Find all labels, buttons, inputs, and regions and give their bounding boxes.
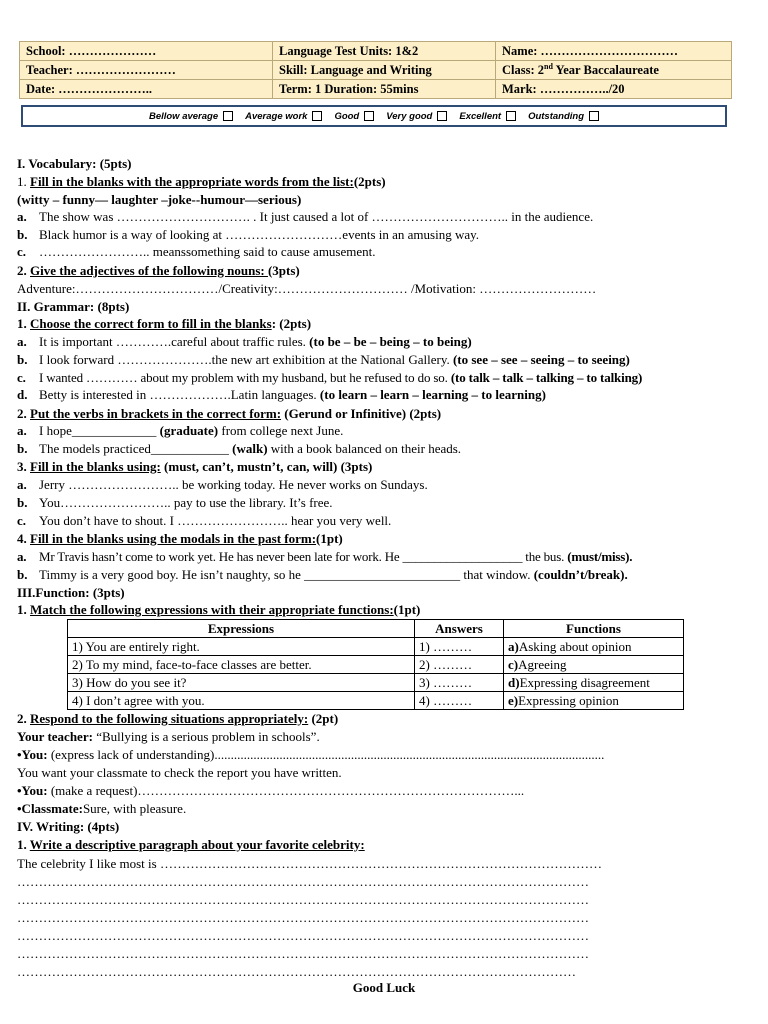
item-text: Mr Travis hasn’t come to work yet. He has never been late for work. He ___________________ the bus. [39,549,568,564]
item-letter: b. [17,227,28,242]
gerund-item-a [17,422,343,439]
item-letter: c. [17,244,27,259]
eval-label: Bellow average [148,110,219,122]
eval-option-excellent[interactable] [459,111,516,122]
answer-cell[interactable]: 4) ……… [415,692,504,710]
teacher-line [17,728,320,745]
item-text: You don’t have to shout. I …………………….. hear you very well. [39,513,392,528]
past-modal-item-b [17,566,628,583]
function-cell [504,638,684,656]
grammar-item-c [17,369,642,386]
classmate-line [17,800,186,817]
header-table [19,41,732,99]
section-vocabulary-title: I. Vocabulary: (5pts) [17,156,132,171]
item-letter: c. [17,513,27,528]
answer-cell[interactable]: 2) ……… [415,656,504,674]
situation-line: You want your classmate to check the report you have written. [17,765,342,780]
q-points: (2pts) [353,174,386,189]
eval-label: Good [334,110,360,122]
section-function-title: III.Function: (3pts) [17,585,125,600]
q-title: Write a descriptive paragraph about your favorite celebrity: [29,837,365,852]
eval-label: Average work [245,110,308,122]
eval-option-outstanding[interactable] [528,111,599,122]
q-number: 3. [17,459,30,474]
item-letter: a. [17,334,27,349]
q-number: 2. [17,711,30,726]
vocab-item-a [17,208,593,225]
grammar-q4-heading [17,530,343,547]
grammar-q2-heading [17,405,441,422]
speaker-text: Sure, with pleasure. [82,801,187,816]
function-q2-heading [17,710,338,727]
item-letter: a. [17,477,27,492]
column-header-functions: Functions [504,620,684,638]
q-title: Give the adjectives of the following nouns: [30,263,268,278]
class-field [496,61,732,80]
header-row-3 [20,80,732,99]
table-header-row [68,620,684,638]
speaker-label: •You: [17,747,48,762]
table-row [68,692,684,710]
item-text: Betty is interested in ……………….Latin languages. [39,387,320,402]
item-letter: a. [17,209,27,224]
column-header-expressions: Expressions [68,620,415,638]
vocab-q2-heading [17,262,300,279]
evaluation-box [21,105,727,127]
name-field: Name: …………………………… [496,42,732,61]
function-text: Agreeing [518,657,567,672]
speaker-label: •Classmate: [17,801,83,816]
matching-table [67,619,684,710]
q-title: Put the verbs in brackets in the correct form: [30,406,282,421]
item-options: (couldn’t/break). [533,567,628,582]
eval-label: Outstanding [528,110,585,122]
modal-item-a [17,476,428,493]
function-cell [504,692,684,710]
writing-line[interactable]: …………………………………………………………………………………………………………………… [17,910,589,925]
modal-item-b [17,494,333,511]
section-grammar-title: II. Grammar: (8pts) [17,299,130,314]
expression-cell: 2) To my mind, face-to-face classes are better. [68,656,415,674]
writing-line-start[interactable]: The celebrity I like most is ………………………………………………………………………………………… [17,856,602,871]
item-text: Black humor is a way of looking at ………………………events in an amusing way. [39,227,480,242]
q-title: Fill in the blanks using the modals in the past form: [30,531,317,546]
item-text: with a book balanced on their heads. [267,441,462,456]
item-letter: b. [17,495,28,510]
checkbox-icon[interactable] [312,111,322,121]
q-title: Choose the correct form to fill in the blanks [30,316,272,331]
function-text: Expressing opinion [518,693,619,708]
verb-hint: (graduate) [156,423,219,438]
checkbox-icon[interactable] [364,111,374,121]
item-text: Timmy is a very good boy. He isn’t naughty, so he ________________________ that window. [39,567,534,582]
class-sup: nd [544,61,553,71]
mark-field: Mark: ……………../20 [496,80,732,99]
item-letter: a. [17,423,27,438]
item-letter: d. [17,387,28,402]
q-points: (3pts) [267,263,300,278]
function-letter: a) [508,639,519,654]
gerund-item-b [17,440,461,457]
q-points: (1pt) [316,531,343,546]
item-text: Jerry …………………….. be working today. He never works on Sundays. [39,477,428,492]
q-title: Fill in the blanks with the appropriate words from the list: [30,174,354,189]
q-number: 1. [17,602,30,617]
speaker-text: “Bullying is a serious problem in schools”. [92,729,320,744]
item-text: I look forward ………………….the new art exhibition at the National Gallery. [39,352,453,367]
q-title: Respond to the following situations appropriately: [30,711,309,726]
verb-hint: (walk) [228,441,268,456]
eval-label: Excellent [459,110,502,122]
header-row-1 [20,42,732,61]
vocab-item-c [17,243,376,260]
grammar-item-d [17,386,546,403]
word-list: (witty – funny— laughter –joke--humour—serious) [17,192,302,207]
date-field: Date: ………………….. [20,80,273,99]
q-number: 2. [17,406,30,421]
class-pre: Class: 2 [502,63,545,78]
q-title: Fill in the blanks using: [30,459,161,474]
q-title: Match the following expressions with their appropriate functions: [30,602,394,617]
expression-cell: 3) How do you see it? [68,674,415,692]
q-points: (must, can’t, mustn’t, can, will) (3pts) [160,459,373,474]
speaker-label: Your teacher: [17,729,93,744]
writing-line[interactable]: ………………………………………………………………………………………………………………… [17,964,576,979]
item-text: …………………….. meanssomething said to cause amusement. [39,244,376,259]
grammar-q3-heading [17,458,372,475]
school-field: School: ………………… [20,42,273,61]
checkbox-icon[interactable] [506,111,516,121]
table-row [68,656,684,674]
item-text: I wanted ………… about my problem with my husband, but he refused to do so. [39,370,451,385]
item-letter: b. [17,441,28,456]
checkbox-icon[interactable] [223,111,233,121]
function-letter: c) [508,657,519,672]
writing-line[interactable]: …………………………………………………………………………………………………………………… [17,928,589,943]
item-letter: b. [17,567,28,582]
item-text: It is important ………….careful about traffic rules. [39,334,310,349]
item-options: (to learn – learn – learning – to learning) [319,387,546,402]
writing-line[interactable]: …………………………………………………………………………………………………………………… [17,892,589,907]
item-text: You…………………….. pay to use the library. It’s free. [39,495,333,510]
answer-cell[interactable]: 1) ……… [415,638,504,656]
speaker-label: •You: [17,783,48,798]
item-letter: a. [17,549,27,564]
past-modal-item-a [17,548,632,565]
item-text: from college next June. [218,423,344,438]
section-writing-title: IV. Writing: (4pts) [17,819,120,834]
column-header-answers: Answers [415,620,504,638]
item-letter: b. [17,352,28,367]
q-points: (Gerund or Infinitive) (2pts) [281,406,442,421]
eval-option-bellow-average[interactable] [149,111,233,122]
function-text: Expressing disagreement [519,675,650,690]
writing-q1-heading [17,836,365,853]
skill-field: Skill: Language and Writing [273,61,496,80]
vocab-item-b [17,226,479,243]
grammar-q1-heading [17,315,311,332]
q-number: 4. [17,531,30,546]
eval-option-very-good[interactable] [386,111,447,122]
writing-line[interactable]: …………………………………………………………………………………………………………………… [17,874,589,889]
you-response-1[interactable] [17,746,747,763]
checkbox-icon[interactable] [589,111,599,121]
item-options: (to talk – talk – talking – to talking) [450,370,643,385]
modal-item-c [17,512,391,529]
function-letter: d) [508,675,520,690]
q-points: : (2pts) [271,316,312,331]
speaker-text: (make a request)……………………………………………………………………………... [47,783,525,798]
q-number: 1. [17,837,30,852]
header-row-2 [20,61,732,80]
expression-cell: 4) I don’t agree with you. [68,692,415,710]
q-points: (2pt) [308,711,339,726]
checkbox-icon[interactable] [437,111,447,121]
item-text: The models practiced [39,441,151,456]
eval-option-average-work[interactable] [245,111,322,122]
speaker-text: (express lack of understanding)........................................................................................................................ [47,747,605,762]
class-post: Year Baccalaureate [552,63,659,78]
function-letter: e) [508,693,519,708]
function-cell [504,656,684,674]
item-letter: c. [17,370,26,385]
item-options: (must/miss). [567,549,633,564]
teacher-field: Teacher: …………………… [20,61,273,80]
nouns-line: Adventure:……………………………/Creativity:………………………… /Motivation: ……………………… [17,281,597,296]
term-field: Term: 1 Duration: 55mins [273,80,496,99]
item-options: (to see – see – seeing – to seeing) [452,352,630,367]
item-options: (to be – be – being – to being) [309,334,472,349]
q-number: 2. [17,263,30,278]
item-text: I hope [39,423,72,438]
expression-cell: 1) You are entirely right. [68,638,415,656]
vocab-q1-heading [17,173,386,190]
answer-blank[interactable]: _____________ [71,423,157,438]
q-points: (1pt) [393,602,421,617]
table-row [68,674,684,692]
item-text: The show was …………………………. . It just caused a lot of ………………………….. in the audience. [39,209,594,224]
grammar-item-a [17,333,472,350]
function-cell [504,674,684,692]
grammar-item-b [17,351,630,368]
writing-line[interactable]: …………………………………………………………………………………………………………………… [17,946,589,961]
closing-text: Good Luck [352,980,416,995]
answer-cell[interactable]: 3) ……… [415,674,504,692]
eval-label: Very good [386,110,433,122]
q-number: 1. [17,316,30,331]
function-text: Asking about opinion [518,639,632,654]
table-row [68,638,684,656]
eval-option-good[interactable] [334,111,374,122]
answer-blank[interactable]: ____________ [150,441,229,456]
function-q1-heading [17,601,420,618]
test-field: Language Test Units: 1&2 [273,42,496,61]
q-number: 1. [17,174,30,189]
you-response-2[interactable] [17,782,747,799]
